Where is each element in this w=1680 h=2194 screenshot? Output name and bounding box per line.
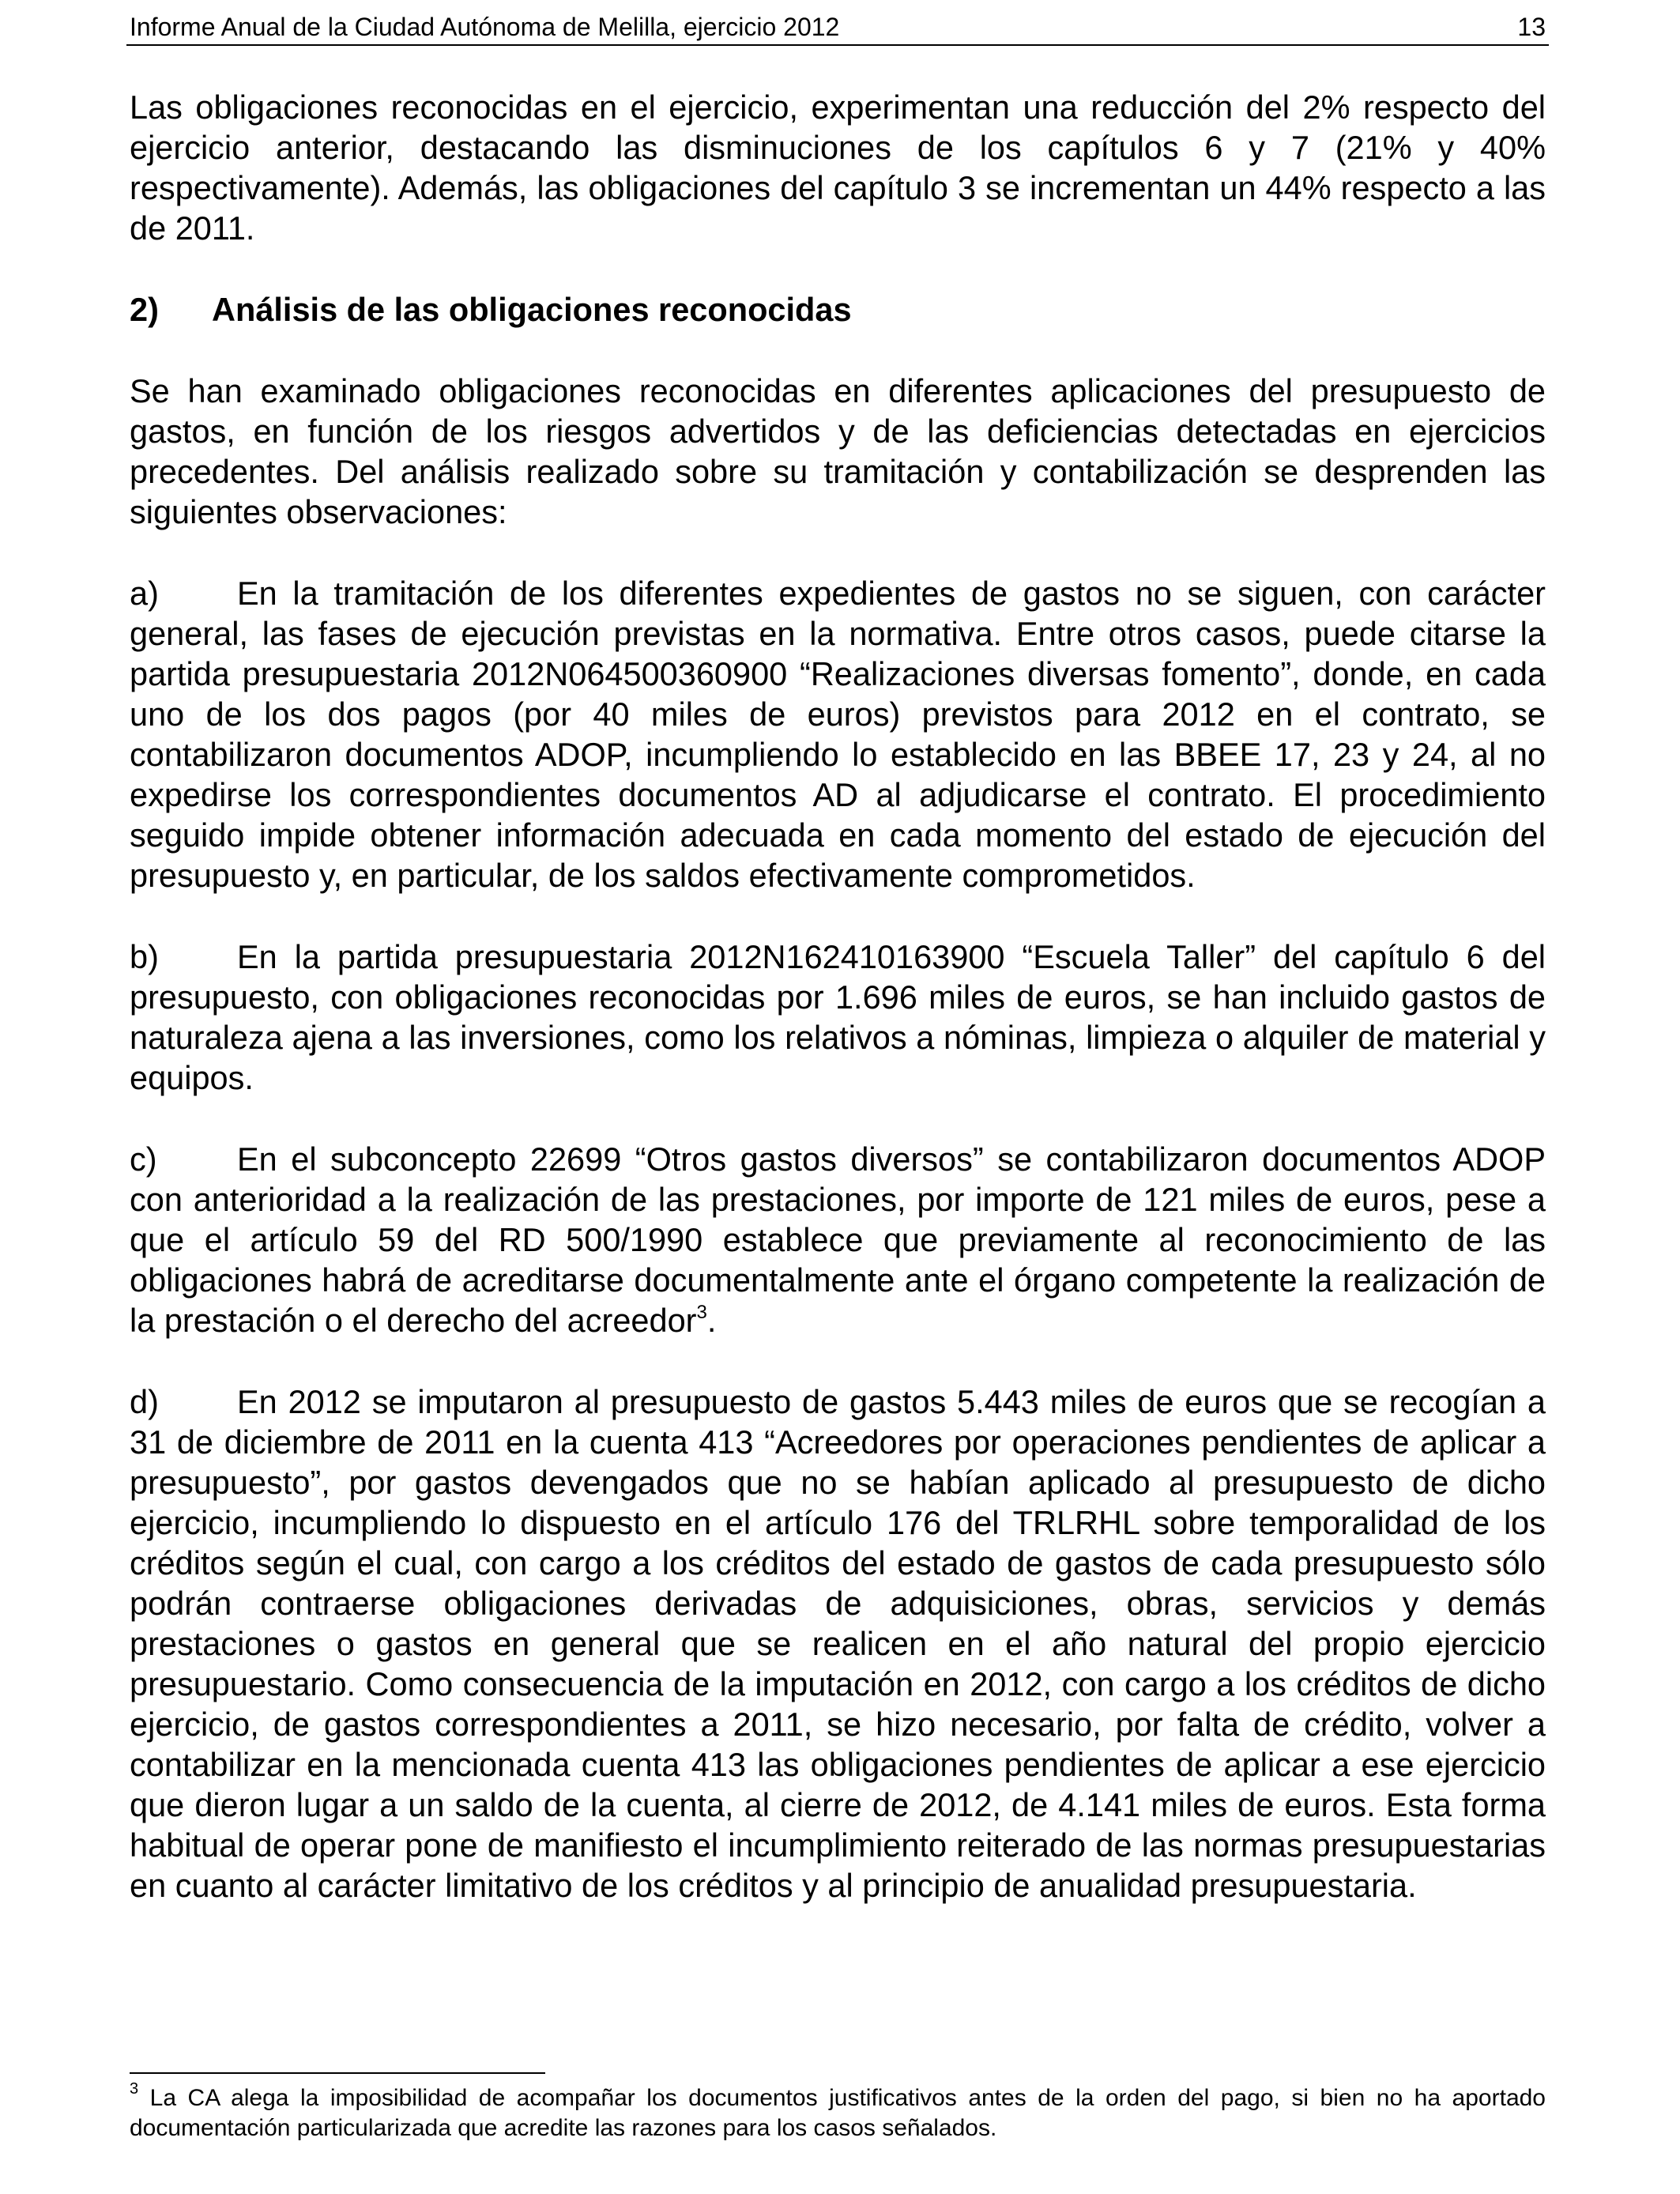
footnote-text: La CA alega la imposibilidad de acompañar los documentos justificativos antes de la orden del pago, si bien no ha aportado documentación particularizada que acredite las razones para los casos señalados.	[130, 2085, 1546, 2141]
list-item-c	[130, 1139, 1546, 1340]
section-number: 2)	[130, 291, 159, 328]
list-marker: a)	[130, 575, 159, 612]
document-body	[130, 87, 1546, 1947]
footnote-separator	[130, 2072, 545, 2074]
list-item-text: En el subconcepto 22699 “Otros gastos diversos” se contabilizaron documentos ADOP con anterioridad a la realización de las prestaciones, por importe de 121 miles de euros, pese a que el artículo 59 del RD 500/1990 establece que previamente al reconocimiento de las obligaciones habrá de acreditarse documentalmente ante el órgano competente la realización de la prestación o el derecho del acreedor	[130, 1140, 1546, 1339]
section-heading	[130, 289, 1546, 330]
list-item-text-end: .	[706, 1302, 717, 1339]
list-item-text: En 2012 se imputaron al presupuesto de gastos 5.443 miles de euros que se recogían a 31 de diciembre de 2011 en la cuenta 413 “Acreedores por operaciones pendientes de aplicar a presupuesto”, por gastos devengados que no se habían aplicado al presupuesto de dicho ejercicio, incumpliendo lo dispuesto en el artículo 176 del TRLRHL sobre temporalidad de los créditos según el cual, con cargo a los créditos del estado de gastos de cada presupuesto sólo podrán contraerse obligaciones derivadas de adquisiciones, obras, servicios y demás prestaciones o gastos en general que se realicen en el año natural del propio ejercicio presupuestario. Como consecuencia de la imputación en 2012, con cargo a los créditos de dicho ejercicio, de gastos correspondientes a 2011, se hizo necesario, por falta de crédito, volver a contabilizar en la mencionada cuenta 413 las obligaciones pendientes de aplicar a ese ejercicio que dieron lugar a un saldo de la cuenta, al cierre de 2012, de 4.141 miles de euros. Esta forma habitual de operar pone de manifiesto el incumplimiento reiterado de las normas presupuestarias en cuanto al carácter limitativo de los créditos y al principio de anualidad presupuestaria.	[130, 1383, 1546, 1904]
section-title: Análisis de las obligaciones reconocidas	[212, 291, 852, 328]
list-item-text: En la partida presupuestaria 2012N162410163900 “Escuela Taller” del capítulo 6 del presupuesto, con obligaciones reconocidas por 1.696 miles de euros, se han incluido gastos de naturaleza ajena a las inversiones, como los relativos a nóminas, limpieza o alquiler de material y equipos.	[130, 938, 1546, 1096]
page-number: 13	[1517, 13, 1546, 41]
list-item-b	[130, 937, 1546, 1098]
list-marker: b)	[130, 938, 159, 975]
list-marker: d)	[130, 1383, 159, 1420]
intro-paragraph: Las obligaciones reconocidas en el ejercicio, experimentan una reducción del 2% respecto del ejercicio anterior, destacando las disminuciones de los capítulos 6 y 7 (21% y 40% respectivamente). Además, las obligaciones del capítulo 3 se incrementan un 44% respecto a las de 2011.	[130, 89, 1546, 247]
list-item-text: En la tramitación de los diferentes expedientes de gastos no se siguen, con carácter general, las fases de ejecución previstas en la normativa. Entre otros casos, puede citarse la partida presupuestaria 2012N064500360900 “Realizaciones diversas fomento”, donde, en cada uno de los dos pagos (por 40 miles de euros) previstos para 2012 en el contrato, se contabilizaron documentos ADOP, incumpliendo lo establecido en las BBEE 17, 23 y 24, al no expedirse los correspondientes documentos AD al adjudicarse el contrato. El procedimiento seguido impide obtener información adecuada en cada momento del estado de ejecución del presupuesto y, en particular, de los saldos efectivamente comprometidos.	[130, 575, 1546, 894]
list-marker: c)	[130, 1140, 157, 1178]
page-header	[126, 9, 1549, 46]
list-item-a	[130, 573, 1546, 895]
footnote	[130, 2080, 1546, 2143]
footnote-reference: 3	[696, 1302, 707, 1324]
header-title: Informe Anual de la Ciudad Autónoma de Melilla, ejercicio 2012	[130, 13, 840, 41]
list-item-d	[130, 1382, 1546, 1906]
footnote-number: 3	[130, 2080, 139, 2098]
section-intro-paragraph: Se han examinado obligaciones reconocidas en diferentes aplicaciones del presupuesto de gastos, en función de los riesgos advertidos y de las deficiencias detectadas en ejercicios precedentes. Del análisis realizado sobre su tramitación y contabilización se desprenden las siguientes observaciones:	[130, 372, 1546, 530]
